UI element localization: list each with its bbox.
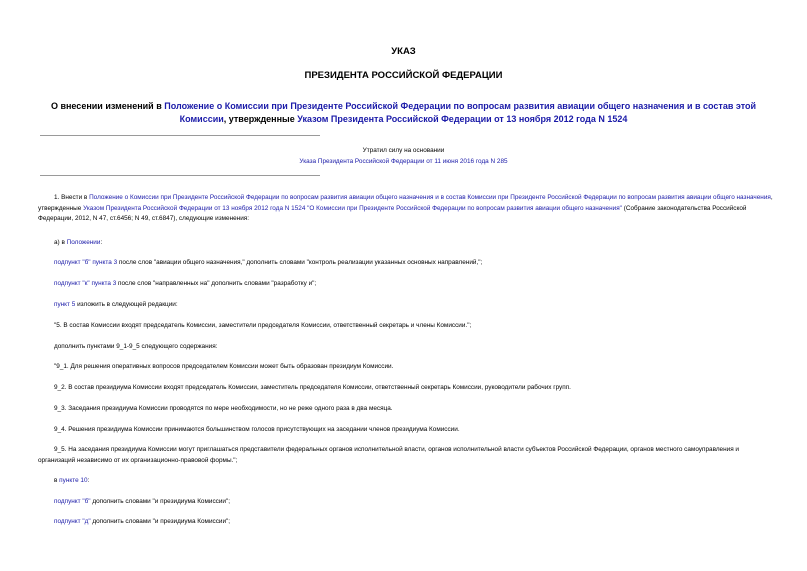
subparagraph-b-link[interactable]: подпункт "б" (54, 498, 91, 505)
paragraph-3: подпункт "б" пункта 3 после слов "авиации общего назначения," дополнить словами "контроль реализации указанных основных направлений,"; (54, 259, 483, 266)
subparagraph-b-3-link[interactable]: подпункт "б" пункта 3 (54, 259, 118, 266)
paragraph-12: 9_5. На заседания президиума Комиссии могут приглашаться представители федеральных органов исполнительной власти, органов исполнительной власти субъектов Российской Федерации, органов местного самоуправления и организаций независимо от их организационно-правовой формы."; (38, 446, 740, 464)
divider-top (40, 135, 320, 136)
paragraph-1: 1. Внести в Положение о Комиссии при Президенте Российской Федерации по вопросам развития авиации общего назначения и в состав Комиссии при Президенте Российской Федерации по вопросам развития авиации общего назначения, утвержденные Указом Президента Российской Федерации от 13 ноября 2012 года N 1524 "О Комиссии при Президенте Российской Федерации по вопросам развития авиации общего назначения" (Собрание законодательства Российской Федерации, 2012, N 47, ст.6456; N 49, ст.6847), следующие изменения: (38, 194, 773, 222)
paragraph-2: а) в Положении: (54, 239, 103, 246)
paragraph-4: подпункт "к" пункта 3 после слов "направленных на" дополнить словами "разработку и"; (54, 280, 317, 287)
subparagraph-d-link[interactable]: подпункт "д" (54, 518, 91, 525)
paragraph-9: 9_2. В состав президиума Комиссии входят председатель Комиссии, заместитель председателя Комиссии, ответственный секретарь Комиссии, руководители рабочих групп. (54, 384, 571, 391)
subparagraph-k-3-link[interactable]: подпункт "к" пункта 3 (54, 280, 117, 287)
point-5-link[interactable]: пункт 5 (54, 301, 76, 308)
regulation-ref-link[interactable]: Положении (66, 239, 101, 246)
subject-decree-link[interactable]: Указом Президента Российской Федерации от 13 ноября 2012 года N 1524 (297, 114, 628, 124)
paragraph-5: пункт 5 изложить в следующей редакции: (54, 301, 178, 308)
divider-bottom (40, 175, 320, 176)
paragraph-8: "9_1. Для решения оперативных вопросов председателем Комиссии может быть образован президиум Комиссии. (54, 363, 394, 370)
paragraph-15: подпункт "д" дополнить словами "и президиума Комиссии"; (54, 518, 231, 525)
paragraph-11: 9_4. Решения президиума Комиссии принимаются большинством голосов присутствующих на заседании членов президиума Комиссии. (54, 426, 460, 433)
paragraph-14: подпункт "б" дополнить словами "и президиума Комиссии"; (54, 498, 231, 505)
paragraph-13: в пункте 10: (54, 477, 90, 484)
decree-1524-link[interactable]: Указом Президента Российской Федерации от 13 ноября 2012 года N 1524 "О Комиссии при Президенте Российской Федерации по вопросам развития авиации общего назначения" (83, 204, 622, 212)
status-note: Утратил силу на основании (362, 147, 445, 154)
repeal-decree-link[interactable]: Указа Президента Российской Федерации от 11 июня 2016 года N 285 (299, 158, 508, 165)
paragraph-6: "5. В состав Комиссии входят председатель Комиссии, заместители председателя Комиссии, ответственный секретарь и члены Комиссии."; (54, 322, 472, 329)
paragraph-7: дополнить пунктами 9_1-9_5 следующего содержания: (54, 343, 218, 350)
status-note-link-line (0, 158, 807, 165)
document-title: УКАЗ (391, 46, 416, 57)
subject-regulation-link[interactable]: Положение о Комиссии при Президенте Российской Федерации по вопросам развития авиации общего назначения и в состав этой Комиссии (164, 101, 757, 124)
point-10-link[interactable]: пункте 10 (59, 477, 88, 484)
document-subject: О внесении изменений в Положение о Комиссии при Президенте Российской Федерации по вопросам развития авиации общего назначения и в состав этой Комиссии, утвержденные Указом Президента Российской Федерации от 13 ноября 2012 года N 1524 (50, 101, 757, 124)
paragraph-10: 9_3. Заседания президиума Комиссии проводятся по мере необходимости, но не реже одного раза в два месяца. (54, 405, 393, 412)
regulation-link[interactable]: Положение о Комиссии при Президенте Российской Федерации по вопросам развития авиации общего назначения и в состав Комиссии при Президенте Российской Федерации по вопросам развития авиации общего назначения (89, 194, 771, 201)
document-issuer: ПРЕЗИДЕНТА РОССИЙСКОЙ ФЕДЕРАЦИИ (304, 70, 503, 81)
